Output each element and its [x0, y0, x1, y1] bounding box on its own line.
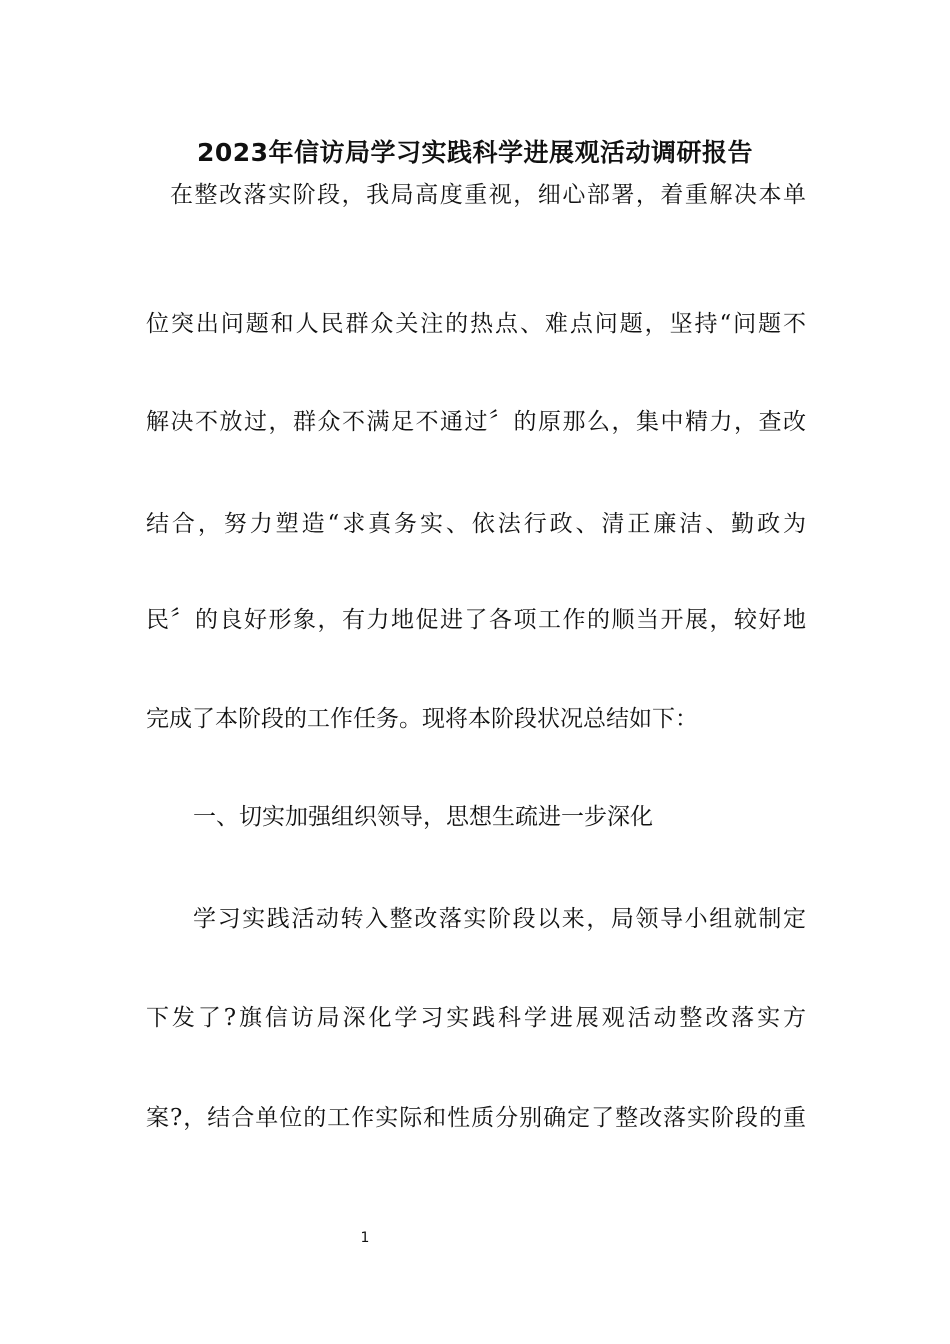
paragraph-2-line-2: 下发了?旗信访局深化学习实践科学进展观活动整改落实方 — [146, 1005, 806, 1031]
paragraph-2-line-3: 案?，结合单位的工作实际和性质分别确定了整改落实阶段的重 — [146, 1105, 806, 1131]
paragraph-2-line-1: 学习实践活动转入整改落实阶段以来，局领导小组就制定 — [193, 906, 806, 932]
paragraph-1-line-4: 结合，努力塑造“求真务实、依法行政、清正廉洁、勤政为 — [146, 511, 806, 537]
paragraph-1-line-6: 完成了本阶段的工作任务。现将本阶段状况总结如下： — [146, 706, 698, 732]
paragraph-1-line-1: 在整改落实阶段，我局高度重视，细心部署，着重解决本单 — [170, 182, 806, 208]
paragraph-1-line-5: 民〞的良好形象，有力地促进了各项工作的顺当开展，较好地 — [146, 607, 806, 633]
paragraph-1-line-2: 位突出问题和人民群众关注的热点、难点问题，坚持“问题不 — [146, 311, 806, 337]
page-number: 1 — [360, 1230, 370, 1246]
paragraph-1-line-3: 解决不放过，群众不满足不通过〞的原那么，集中精力，查改 — [146, 409, 806, 435]
section-heading-1: 一、切实加强组织领导，思想生疏进一步深化 — [193, 804, 653, 830]
document-title: 2023年信访局学习实践科学进展观活动调研报告 — [196, 138, 754, 167]
